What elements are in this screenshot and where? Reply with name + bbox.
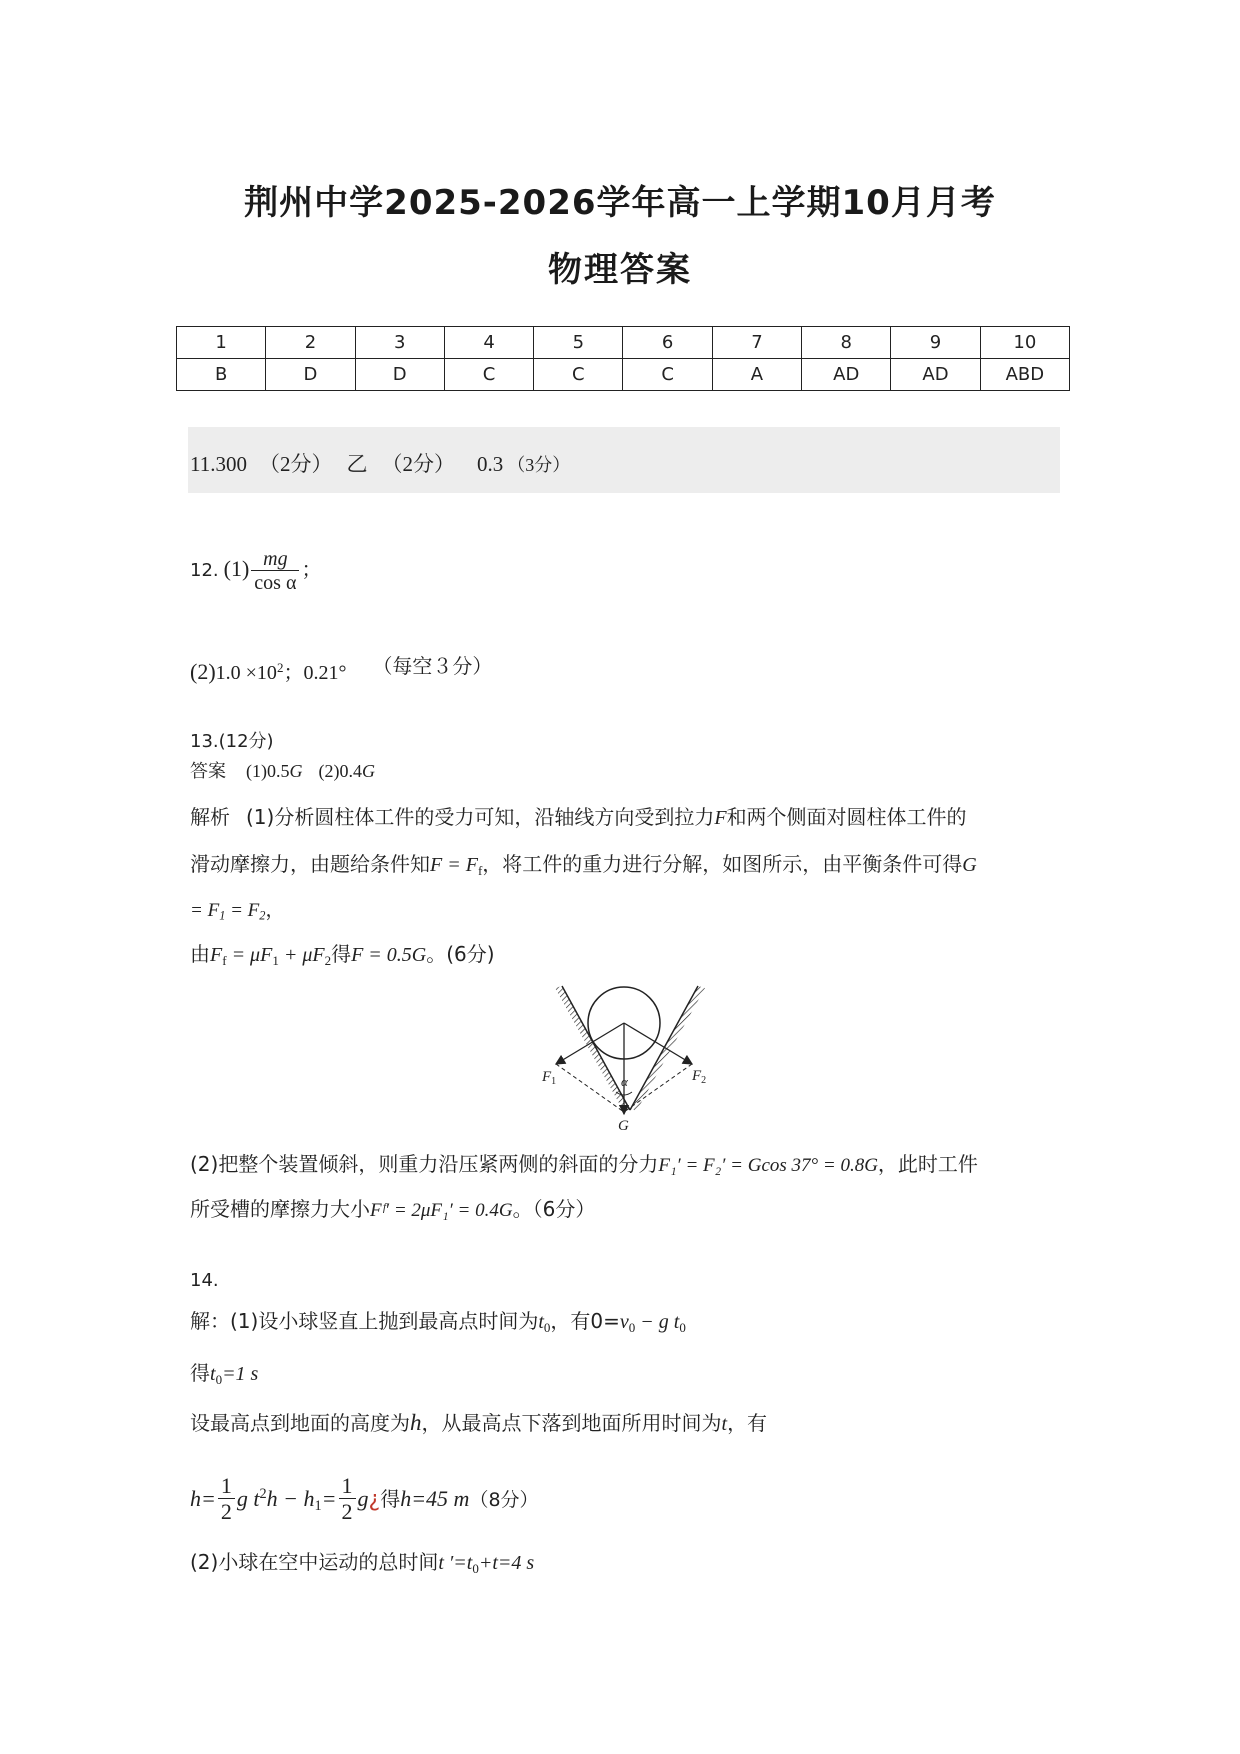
q13-answer-2-var: G	[362, 761, 375, 781]
table-cell: 8	[802, 327, 891, 359]
q12-answer-2-angle: 0.21°	[303, 662, 347, 684]
q14-fraction-half	[218, 1474, 235, 1526]
q13-text: 。(6分)	[426, 942, 495, 966]
q13-subscript: f	[477, 862, 483, 878]
q14-superscript: 2	[259, 1485, 267, 1502]
q14-text: ，从最高点下落到地面所用时间为	[421, 1411, 722, 1435]
q11-line	[190, 448, 570, 478]
q13-answer-line	[190, 757, 375, 783]
left-wall-line	[562, 986, 630, 1110]
q13-analysis-line-1	[190, 801, 967, 830]
q14-equation: g	[357, 1485, 369, 1511]
table-cell: 5	[534, 327, 623, 359]
fraction-denominator: 2	[220, 1499, 232, 1525]
page-title: 荆州中学2025-2026学年高一上学期10月月考	[244, 183, 996, 223]
table-cell: 9	[891, 327, 980, 359]
q11-score-2: （2分）	[381, 452, 455, 476]
q13-answer-1: (1)0.5	[246, 761, 290, 781]
q14-text: ，有	[727, 1411, 768, 1435]
label-f2: $F_2$	[692, 1068, 707, 1086]
page-subtitle: 物理答案	[548, 250, 692, 290]
table-cell: 4	[444, 327, 533, 359]
fraction-numerator: 1	[339, 1474, 356, 1499]
q13-text: (1)分析圆柱体工件的受力可知，沿轴线方向受到拉力	[246, 805, 715, 829]
q13-text: ，	[265, 900, 285, 921]
q14-line-3	[190, 1407, 767, 1436]
table-cell: C	[623, 359, 712, 391]
q14-line-1	[190, 1305, 686, 1336]
q14-score: （8分）	[469, 1488, 539, 1511]
q13-equation: = F	[190, 900, 220, 921]
q14-line-2	[190, 1357, 258, 1388]
q13-analysis-line-2	[190, 848, 977, 879]
q13-text: (2)把整个装置倾斜，则重力沿压紧两侧的斜面的分力	[190, 1152, 659, 1176]
q13-analysis-line-5	[190, 1148, 978, 1177]
q12-line-2	[190, 650, 492, 685]
q13-text: 滑动摩擦力，由题给条件知	[190, 852, 430, 876]
q13-analysis-line-6	[190, 1193, 595, 1222]
q14-subscript: 0	[543, 1319, 551, 1335]
q14-text: (2)小球在空中运动的总时间	[190, 1550, 439, 1574]
q14-equation: t	[210, 1363, 216, 1385]
table-cell: C	[444, 359, 533, 391]
q14-line-5	[190, 1546, 534, 1577]
table-cell: 2	[266, 327, 355, 359]
table-cell: C	[534, 359, 623, 391]
q11-score-1: （2分）	[258, 452, 333, 476]
q13-text: 所受槽的摩擦力大小	[190, 1197, 370, 1221]
q13-text: 由	[190, 942, 210, 966]
table-cell: 10	[980, 327, 1069, 359]
q12-part-2-label: (2)	[190, 659, 216, 684]
q14-text: 设最高点到地面的高度为	[190, 1411, 410, 1435]
table-cell: 3	[355, 327, 444, 359]
q14-equation: h − h	[266, 1485, 315, 1511]
q11-answer-1: 300	[215, 452, 247, 476]
q11-answer-3: 0.3	[476, 452, 504, 476]
q11-answer-2: 乙	[346, 452, 368, 476]
q13-answer-1-var: G	[289, 761, 303, 781]
q14-number: 14.	[190, 1270, 219, 1291]
q13-equation: F = 0.5G	[351, 944, 427, 966]
q12-separator: ；	[283, 662, 304, 684]
q14-subscript: 0	[679, 1319, 686, 1335]
q13-equation: = μF	[226, 944, 273, 966]
q12-numerator: mg	[251, 548, 299, 571]
right-wall-line	[630, 986, 698, 1110]
q14-equation: =	[321, 1485, 337, 1511]
q14-equation: − g t	[635, 1311, 680, 1333]
table-cell: B	[177, 359, 266, 391]
label-g: G	[618, 1118, 629, 1132]
q14-var-t: t	[721, 1413, 728, 1435]
q14-equation: t ′=t	[438, 1552, 473, 1574]
q13-equation: = F	[225, 900, 260, 921]
q13-equation: F₁′ = F₂′ = Gcos 37° = 0.8G	[658, 1155, 878, 1176]
q12-score: （每空３分）	[372, 654, 493, 678]
table-cell: ABD	[980, 359, 1069, 391]
q14-subscript: 1	[314, 1498, 322, 1515]
q14-text: ，有0=	[550, 1309, 620, 1333]
q14-subscript: 0	[628, 1319, 636, 1335]
q13-text: 和两个侧面对圆柱体工件的	[726, 805, 967, 829]
force-diagram	[520, 980, 740, 1132]
q13-text: 。（6分）	[512, 1197, 596, 1221]
q14-result: h=45 m	[400, 1485, 470, 1511]
q13-equation: Fᶠ′ = 2μF₁′ = 0.4G	[370, 1200, 513, 1221]
answer-table-number-row	[177, 327, 1070, 359]
q13-subscript: 1	[219, 908, 226, 923]
q12-semicolon: ；	[301, 559, 322, 582]
fraction-denominator: 2	[341, 1499, 353, 1525]
q13-var-G: G	[962, 854, 977, 876]
q12-part-1-label: (1)	[223, 556, 250, 582]
q14-var-t: t	[538, 1311, 544, 1333]
q13-equation: + μF	[278, 944, 325, 966]
answer-table-answer-row	[177, 359, 1070, 391]
q14-text: 得	[380, 1486, 401, 1511]
q13-text: ，此时工件	[877, 1152, 978, 1176]
table-cell: AD	[891, 359, 980, 391]
q14-fraction-half-2	[339, 1474, 356, 1526]
q13-subscript: 2	[259, 908, 266, 923]
table-cell: D	[355, 359, 444, 391]
table-cell: D	[266, 359, 355, 391]
q13-equation: F	[210, 944, 223, 966]
q14-line-4	[190, 1474, 539, 1526]
q13-subscript: 2	[324, 952, 332, 968]
q13-analysis-label: 解析	[190, 805, 230, 829]
q14-subscript: 0	[472, 1560, 479, 1576]
table-cell: A	[712, 359, 801, 391]
q13-subscript: f	[222, 952, 227, 968]
q14-error-glyph: ¿	[368, 1486, 381, 1512]
q13-header: 13.(12分)	[190, 731, 274, 752]
q13-analysis-line-3	[190, 895, 284, 924]
q14-equation: +t=4 s	[478, 1552, 535, 1574]
q14-var-h: h	[410, 1410, 422, 1435]
q14-equation: v	[619, 1311, 629, 1333]
table-cell: 1	[177, 327, 266, 359]
label-f1: $F_1$	[542, 1069, 557, 1087]
q13-subscript: 1	[272, 952, 279, 968]
q14-equation: =1 s	[222, 1363, 259, 1385]
q14-text: 得	[190, 1361, 210, 1385]
q13-var-F: F	[714, 807, 727, 829]
answer-table	[176, 326, 1070, 391]
q14-text: 解：(1)设小球竖直上抛到最高点时间为	[190, 1309, 539, 1333]
q13-answer-2: (2)0.4	[318, 761, 362, 781]
q13-answer-label: 答案	[190, 761, 226, 782]
q13-text: 得	[331, 942, 352, 966]
q13-text: ，将工件的重力进行分解，如图所示，由平衡条件可得	[482, 852, 963, 876]
q13-equation: F = F	[430, 854, 478, 876]
fraction-numerator: 1	[218, 1474, 235, 1499]
q12-fraction	[251, 548, 299, 595]
q14-equation: g t	[236, 1485, 260, 1511]
table-cell: AD	[802, 359, 891, 391]
q12-number: 12.	[190, 560, 219, 582]
label-alpha: α	[621, 1074, 628, 1089]
q14-equation: h=	[190, 1485, 216, 1511]
q12-denominator: cos α	[254, 572, 297, 594]
table-cell: 6	[623, 327, 712, 359]
right-wall-hatch	[632, 986, 705, 1112]
q12-answer-2-base: 1.0 ×10	[215, 662, 277, 684]
table-cell: 7	[712, 327, 801, 359]
q11-score-3: （3分）	[507, 455, 571, 475]
q13-analysis-line-4	[190, 938, 495, 969]
q14-subscript: 0	[215, 1371, 223, 1387]
q12-line-1	[190, 548, 321, 595]
q11-number: 11.	[190, 452, 216, 476]
q12-answer-2-exponent: 2	[276, 659, 284, 675]
